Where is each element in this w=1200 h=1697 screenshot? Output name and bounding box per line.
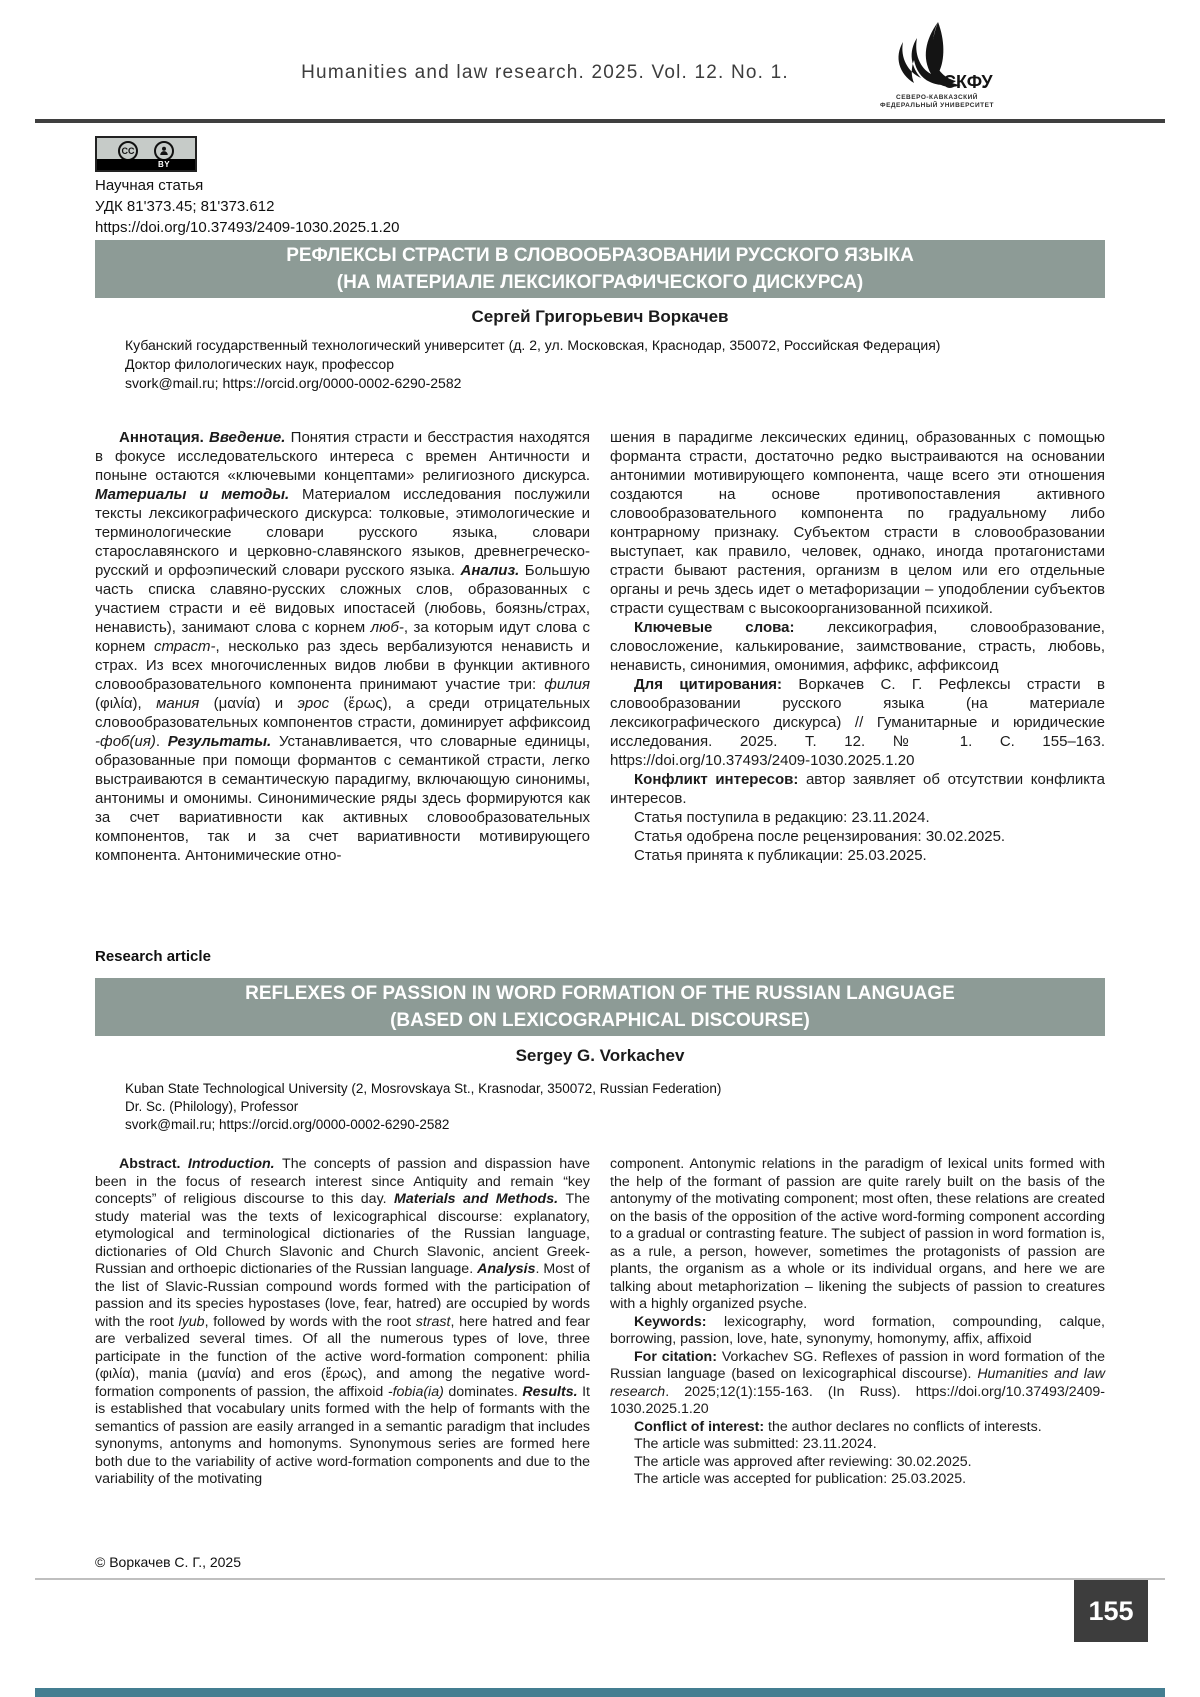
abstract-paragraph: Ключевые слова: лексикография, словообразование, словосложение, калькирование, заимствование, страсть, любовь, ненависть, синонимия, омонимия, аффикс, аффиксоид xyxy=(610,619,1105,674)
english-affiliation-line3: svork@mail.ru; https://orcid.org/0000-0002-6290-2582 xyxy=(125,1117,450,1132)
page-number: 155 xyxy=(1088,1595,1134,1626)
logo-caption-line2: ФЕДЕРАЛЬНЫЙ УНИВЕРСИТЕТ xyxy=(880,102,994,109)
udk-label: УДК 81'373.45; 81'373.612 xyxy=(95,198,275,215)
english-affiliation-line2: Dr. Sc. (Philology), Professor xyxy=(125,1099,299,1114)
cc-person-icon xyxy=(154,141,174,161)
abstract-paragraph: Статья принята к публикации: 25.03.2025. xyxy=(634,847,927,864)
doi-text: https://doi.org/10.37493/2409-1030.2025.1.20 xyxy=(95,219,400,236)
english-title-line2: (BASED ON LEXICOGRAPHICAL DISCOURSE) xyxy=(390,1010,810,1031)
russian-title-line1: РЕФЛЕКСЫ СТРАСТИ В СЛОВООБРАЗОВАНИИ РУССКОГО ЯЗЫКА xyxy=(286,245,914,266)
abstract-paragraph: The article was submitted: 23.11.2024. xyxy=(634,1436,877,1452)
russian-title-banner xyxy=(95,240,1105,298)
swan-wing-icon xyxy=(881,20,993,94)
article-type-label: Научная статья xyxy=(95,177,204,194)
abstract-paragraph: Статья поступила в редакцию: 23.11.2024. xyxy=(634,809,930,826)
abstract-paragraph: Конфликт интересов: автор заявляет об отсутствии конфликта интересов. xyxy=(610,771,1105,807)
abstract-paragraph: The article was accepted for publication: 25.03.2025. xyxy=(634,1471,967,1487)
english-author-name: Sergey G. Vorkachev xyxy=(515,1046,685,1065)
english-abstract-right-column xyxy=(610,1156,1105,1489)
english-abstract-left-column xyxy=(95,1156,590,1489)
research-article-label: Research article xyxy=(95,948,211,965)
footer-divider xyxy=(35,1578,1165,1580)
abstract-paragraph: For citation: Vorkachev SG. Reflexes of passion in word formation of the Russian language (based on lexicographical discourse). Humanities and law research. 2025;12(1):155-163. (In Russ). https://doi.org/10.37493/2409-1030.2025.1.20 xyxy=(610,1348,1105,1417)
bottom-accent-bar xyxy=(35,1688,1165,1697)
abstract-paragraph: Для цитирования: Воркачев С. Г. Рефлексы страсти в словообразовании русского языка (на материале лексикографического дискурса) // Гуманитарные и юридические исследования. 2025. Т. 12. № 1. С. 155–163. https://doi.org/10.37493/2409-1030.2025.1.20 xyxy=(610,676,1105,769)
logo-caption-line1: СЕВЕРО-КАВКАЗСКИЙ xyxy=(896,94,978,101)
logo-acronym-text: СКФУ xyxy=(943,72,993,92)
russian-affiliation-line1: Кубанский государственный технологический университет (д. 2, ул. Московская, Краснодар, 350072, Российская Федерация) xyxy=(125,337,941,353)
russian-affiliation-line3: svork@mail.ru; https://orcid.org/0000-0002-6290-2582 xyxy=(125,375,462,391)
abstract-paragraph: The article was approved after reviewing: 30.02.2025. xyxy=(634,1453,972,1470)
russian-abstract xyxy=(95,428,1105,865)
english-title-banner xyxy=(95,978,1105,1036)
russian-abstract-right-column xyxy=(610,428,1105,865)
copyright-line: © Воркачев С. Г., 2025 xyxy=(95,1554,242,1570)
header-divider xyxy=(35,119,1165,123)
russian-abstract-left-column xyxy=(95,428,590,865)
russian-affiliation-line2: Доктор филологических наук, профессор xyxy=(125,356,394,372)
russian-affiliation xyxy=(125,336,940,393)
article-meta xyxy=(95,175,399,238)
russian-title-line2: (НА МАТЕРИАЛЕ ЛЕКСИКОГРАФИЧЕСКОГО ДИСКУРСА) xyxy=(336,272,864,293)
russian-author-name: Сергей Григорьевич Воркачев xyxy=(471,307,729,326)
cc-by-label: BY xyxy=(97,159,195,170)
abstract-paragraph: Conflict of interest: the author declares no conflicts of interests. xyxy=(634,1418,1042,1435)
english-affiliation-line1: Kuban State Technological University (2, Mosrovskaya St., Krasnodar, 350072, Russian Federation) xyxy=(125,1081,722,1096)
page-number-badge xyxy=(1074,1580,1148,1642)
english-title-line1: REFLEXES OF PASSION IN WORD FORMATION OF THE RUSSIAN LANGUAGE xyxy=(245,983,955,1004)
cc-by-license-badge xyxy=(95,136,197,172)
english-affiliation xyxy=(125,1080,721,1134)
cc-icon: CC xyxy=(118,141,138,161)
english-abstract xyxy=(95,1156,1105,1489)
abstract-paragraph: Abstract. Introduction. The concepts of passion and dispassion have been in the focus of research interest since Antiquity and remain “key concepts” of religious discourse to this day. Materials and Methods. The study material was the texts of lexicographical discourse: explanatory, etymological and terminological dictionaries of the Russian language, dictionaries of Old Church Slavonic and Church Slavonic, ancient Greek-Russian and orthoepic dictionaries of the Russian language. Analysis. Most of the list of Slavic-Russian compound words formed with the participation of passion and its species hypostases (love, fear, hatred) are occupied by words with the root lyub, followed by words with the root strast, here hatred and fear are verbalized several times. Of all the numerous types of love, three participate in the function of the active word-formation component: philia (φιλία), mania (μανία) and eros (ἔρως), and among the negative word-formation components of passion, the affixoid -fobia(ia) dominates. Results. It is established that vocabulary units formed with the help of formants with the semantics of passion are easily arranged in a semantic paradigm that includes synonyms, antonyms and homonyms. Synonymous series are formed here both due to the variability of active word-formation components and due to the variability of the motivating xyxy=(95,1156,591,1487)
abstract-paragraph: Keywords: lexicography, word formation, compounding, calque, borrowing, passion, love, hate, synonymy, homonymy, affix, affixoid xyxy=(610,1313,1105,1347)
abstract-paragraph: шения в парадигме лексических единиц, образованных с помощью форманта страсти, достаточно редко выстраиваются на основании антонимии мотивирующего компонента, чаще всего эти отношения создаются на основе противопоставления активного словообразовательного компонента по градуальному либо контрарному признаку. Субъектом страсти в словообразовании выступает, как правило, человек, однако, иногда протагонистами страсти бывают растения, организм в целом или его отдельные органы и речь здесь идет о метафоризации – уподоблении субъектов страсти существам с высокоорганизованной психикой. xyxy=(610,429,1105,617)
abstract-paragraph: Статья одобрена после рецензирования: 30.02.2025. xyxy=(634,828,1006,845)
abstract-paragraph: component. Antonymic relations in the paradigm of lexical units formed with the help of the formant of passion are quite rarely built on the basis of the antonymy of the motivating component; most often, these relations are created on the basis of the opposition of the active word-forming component according to a gradual or contrasting feature. The subject of passion in word formation is, as a rule, a person, however, sometimes the protagonists of passion are plants, the organism as a whole or its individual organs, and here we are talking about metaphorization – likening the subjects of passion to creatures with a highly organized psyche. xyxy=(610,1156,1105,1312)
university-logo xyxy=(872,20,1002,110)
abstract-paragraph: Аннотация. Введение. Понятия страсти и бесстрастия находятся в фокусе исследовательского интереса с времен Античности и поныне остаются «ключевыми концептами» религиозного дискурса. Материалы и методы. Материалом исследования послужили тексты лексикографического дискурса: толковые, этимологические и терминологические словари русского языка, словари старославянского и церковно-славянского языков, древнегреческо-русский и орфоэпический словари русского языка. Анализ. Большую часть списка славяно-русских сложных слов, образованных с участием страсти и её видовых ипостасей (любовь, боязнь/страх, ненависть), занимают слова с корнем люб-, за которым идут слова с корнем страст-, несколько раз здесь вербализуются ненависть и страх. Из всех многочисленных видов любви в функции активного словообразовательного компонента принимают участие три: филия (φιλία), мания (μανία) и эрос (ἔρως), а среди отрицательных словообразовательных компонентов страсти, доминирует аффиксоид -фоб(ия). Результаты. Устанавливается, что словарные единицы, образованные при помощи формантов с семантикой страсти, легко выстраиваются в семантическую парадигму, включающую синонимы, антонимы и омонимы. Синонимические ряды здесь формируются как за счет вариативности как активных словообразовательных компонентов, так и за счет вариативности мотивирующего компонента. Антонимические отно- xyxy=(95,429,591,864)
journal-header-title: Humanities and law research. 2025. Vol. 12. No. 1. xyxy=(301,62,789,83)
